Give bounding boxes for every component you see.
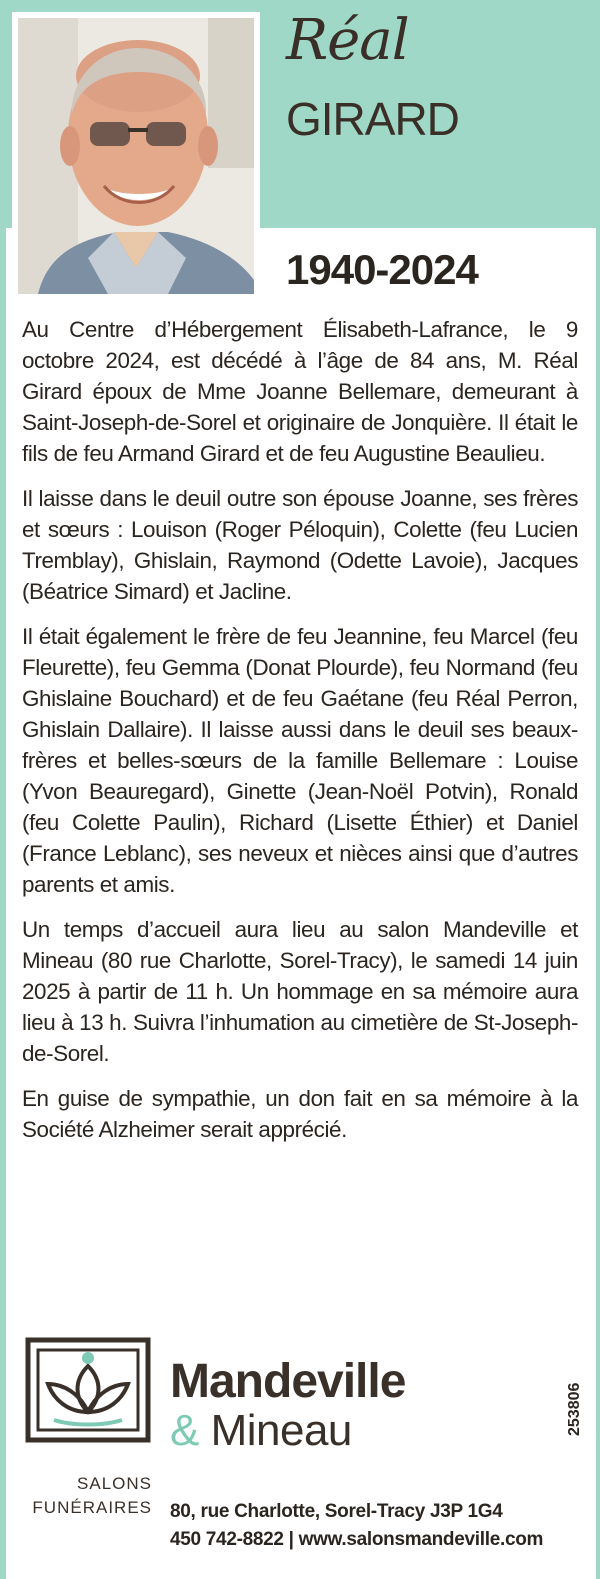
right-border bbox=[596, 0, 600, 1579]
first-name: Réal bbox=[286, 8, 409, 73]
contact-info bbox=[170, 1498, 543, 1554]
lotus-logo-icon bbox=[24, 1336, 154, 1456]
portrait-photo bbox=[18, 18, 254, 294]
brand-name-line1: Mandeville bbox=[170, 1355, 406, 1408]
portrait-frame bbox=[12, 12, 260, 300]
brand-name-line2 bbox=[170, 1406, 352, 1456]
salons-label: SALONS bbox=[77, 1474, 152, 1493]
phone-website-line[interactable]: 450 742-8822 | www.salonsmandeville.com bbox=[170, 1529, 544, 1550]
life-years: 1940-2024 bbox=[286, 246, 478, 293]
funeraires-label: FUNÉRAIRES bbox=[32, 1498, 152, 1517]
paragraph-survivors: Il laisse dans le deuil outre son épouse Joanne, ses frères et sœurs : Louison (Roger Péloquin), Colette (feu Lucien Tremblay), Ghislain, Raymond (Odette Lavoie), Jacques (Béatrice Simard) et Jacline. bbox=[22, 486, 578, 604]
brand-ampersand: & bbox=[170, 1406, 199, 1455]
ad-reference-code: 253806 bbox=[566, 1382, 583, 1436]
paragraph-service: Un temps d’accueil aura lieu au salon Mandeville et Mineau (80 rue Charlotte, Sorel-Tracy), le samedi 14 juin 2025 à partir de 11 h. Un hommage en sa mémoire aura lieu à 13 h. Suivra l’inhumation au cimetière de St-Joseph-de-Sorel. bbox=[22, 917, 578, 1066]
obituary-text bbox=[22, 314, 578, 1159]
last-name: GIRARD bbox=[286, 93, 459, 145]
portrait-image bbox=[18, 18, 254, 294]
brand-name-mineau: Mineau bbox=[210, 1406, 352, 1455]
paragraph-death-notice: Au Centre d’Hébergement Élisabeth-Lafrance, le 9 octobre 2024, est décédé à l’âge de 84 ans, M. Réal Girard époux de Mme Joanne Bellemare, demeurant à Saint-Joseph-de-Sorel et originaire de Jonquière. Il était le fils de feu Armand Girard et de feu Augustine Beaulieu. bbox=[22, 317, 578, 466]
paragraph-family: Il était également le frère de feu Jeannine, feu Marcel (feu Fleurette), feu Gemma (Donat Plourde), feu Normand (feu Ghislaine Bouchard) et de feu Gaétane (feu Réal Perron, Ghislain Dallaire). Il laisse aussi dans le deuil ses beaux-frères et belles-sœurs de la famille Bellemare : Louise (Yvon Beauregard), Ginette (Jean-Noël Potvin), Ronald (feu Colette Paulin), Richard (Lisette Éthier) et Daniel (France Leblanc), ses neveux et nièces ainsi que d’autres parents et amis. bbox=[22, 624, 578, 897]
paragraph-donation: En guise de sympathie, un don fait en sa mémoire à la Société Alzheimer serait apprécié. bbox=[22, 1086, 578, 1142]
salons-funeraires-label bbox=[30, 1472, 152, 1520]
address-line: 80, rue Charlotte, Sorel-Tracy J3P 1G4 bbox=[170, 1501, 503, 1522]
